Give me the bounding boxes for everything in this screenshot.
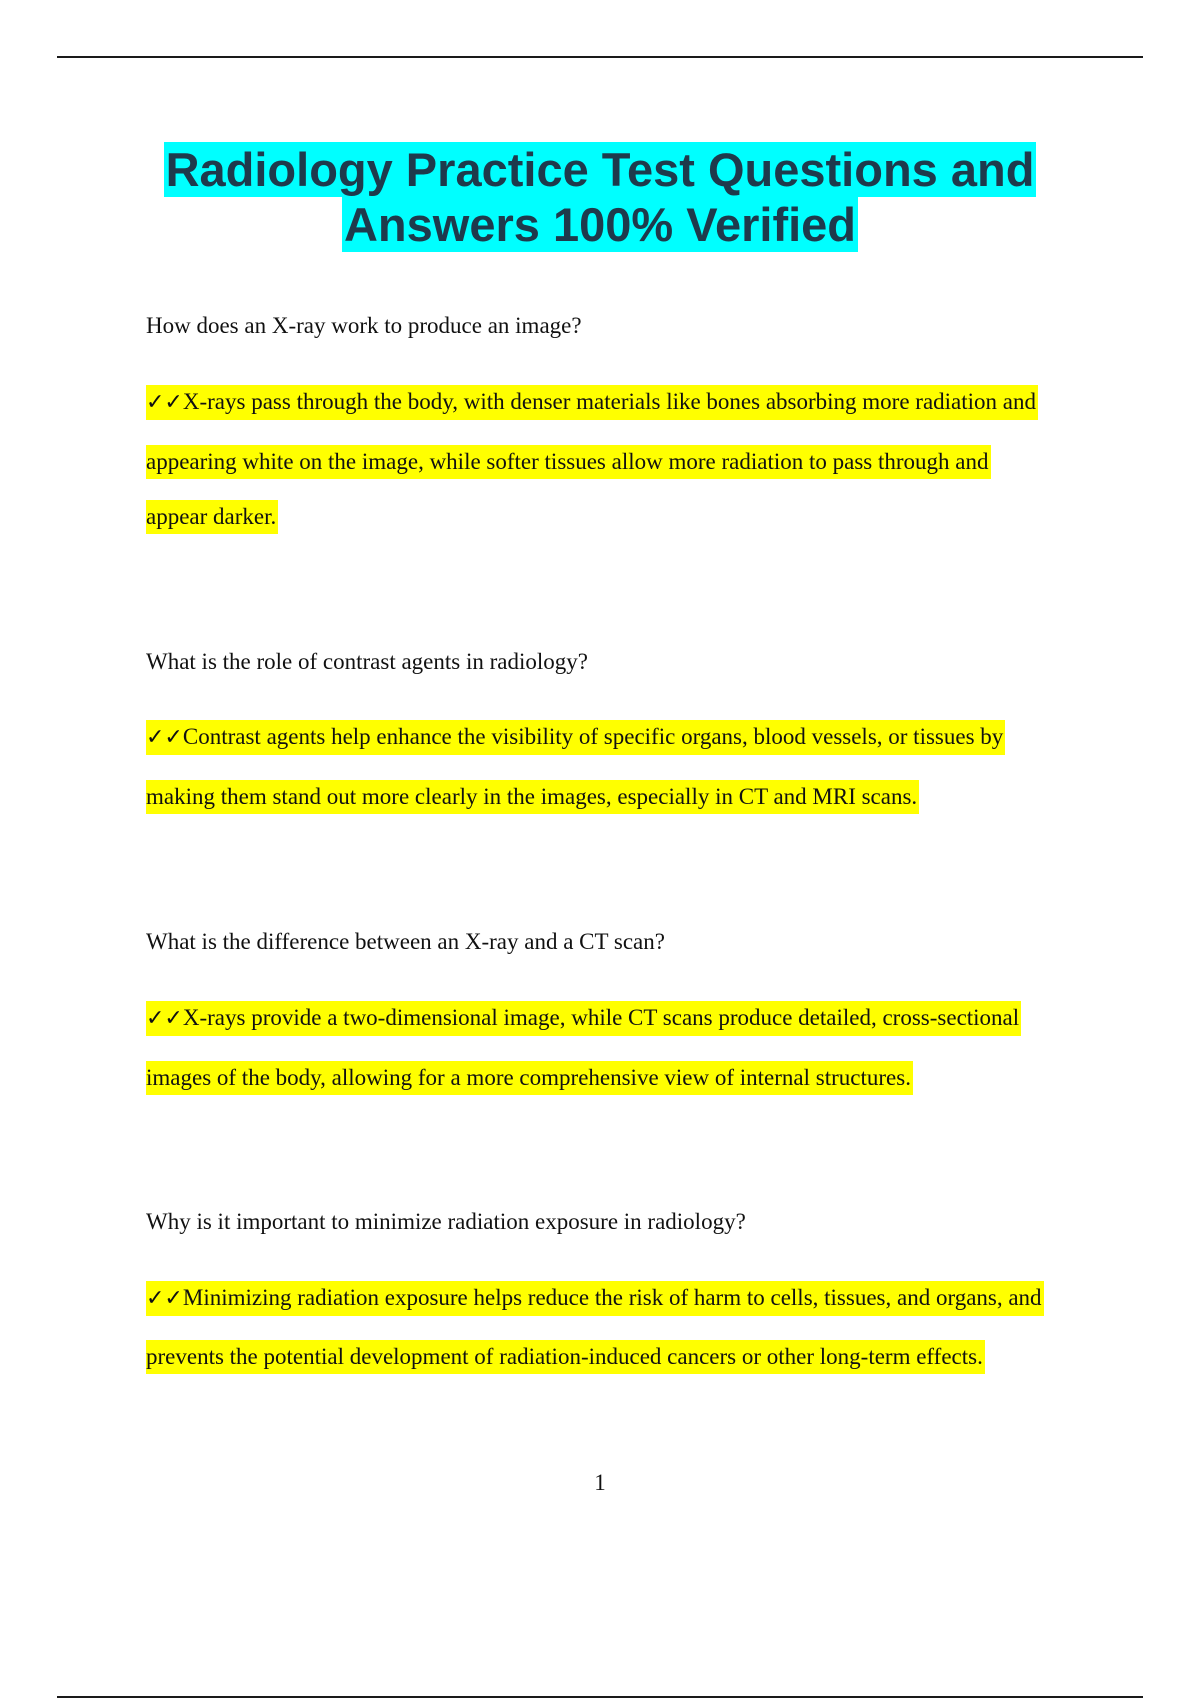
answer-2-line-1: ✓✓Contrast agents help enhance the visibility of specific organs, blood vessels, or tissues by [146,720,1005,755]
answer-3-line-2: images of the body, allowing for a more comprehensive view of internal structures. [146,1061,913,1095]
answer-1-line-3: appear darker. [146,500,278,534]
top-rule [57,56,1143,58]
question-2: What is the role of contrast agents in radiology? [146,649,588,674]
answer-3-line-1: ✓✓X-rays provide a two-dimensional image, while CT scans produce detailed, cross-sectional [146,1001,1021,1036]
check-mark-icon: ✓✓ [146,725,183,750]
question-3: What is the difference between an X-ray and a CT scan? [146,929,665,954]
title-line-1: Radiology Practice Test Questions and [165,143,1035,196]
check-mark-icon: ✓✓ [146,1006,183,1031]
title-line-2: Answers 100% Verified [343,198,857,251]
question-1: How does an X-ray work to produce an image? [146,313,582,338]
document-title [0,142,1200,252]
check-mark-icon: ✓✓ [146,390,183,415]
answer-4-line-2: prevents the potential development of radiation-induced cancers or other long-term effects. [146,1340,985,1374]
question-4: Why is it important to minimize radiation exposure in radiology? [146,1209,746,1234]
answer-1-line-1: ✓✓X-rays pass through the body, with denser materials like bones absorbing more radiation and [146,385,1038,420]
answer-2-line-2: making them stand out more clearly in the images, especially in CT and MRI scans. [146,780,919,814]
answer-4-line-1: ✓✓Minimizing radiation exposure helps reduce the risk of harm to cells, tissues, and organs, and [146,1281,1044,1316]
answer-1-line-2: appearing white on the image, while softer tissues allow more radiation to pass through and [146,445,991,479]
bottom-rule [57,1696,1143,1698]
check-mark-icon: ✓✓ [146,1286,183,1311]
page-number: 1 [594,1470,606,1495]
